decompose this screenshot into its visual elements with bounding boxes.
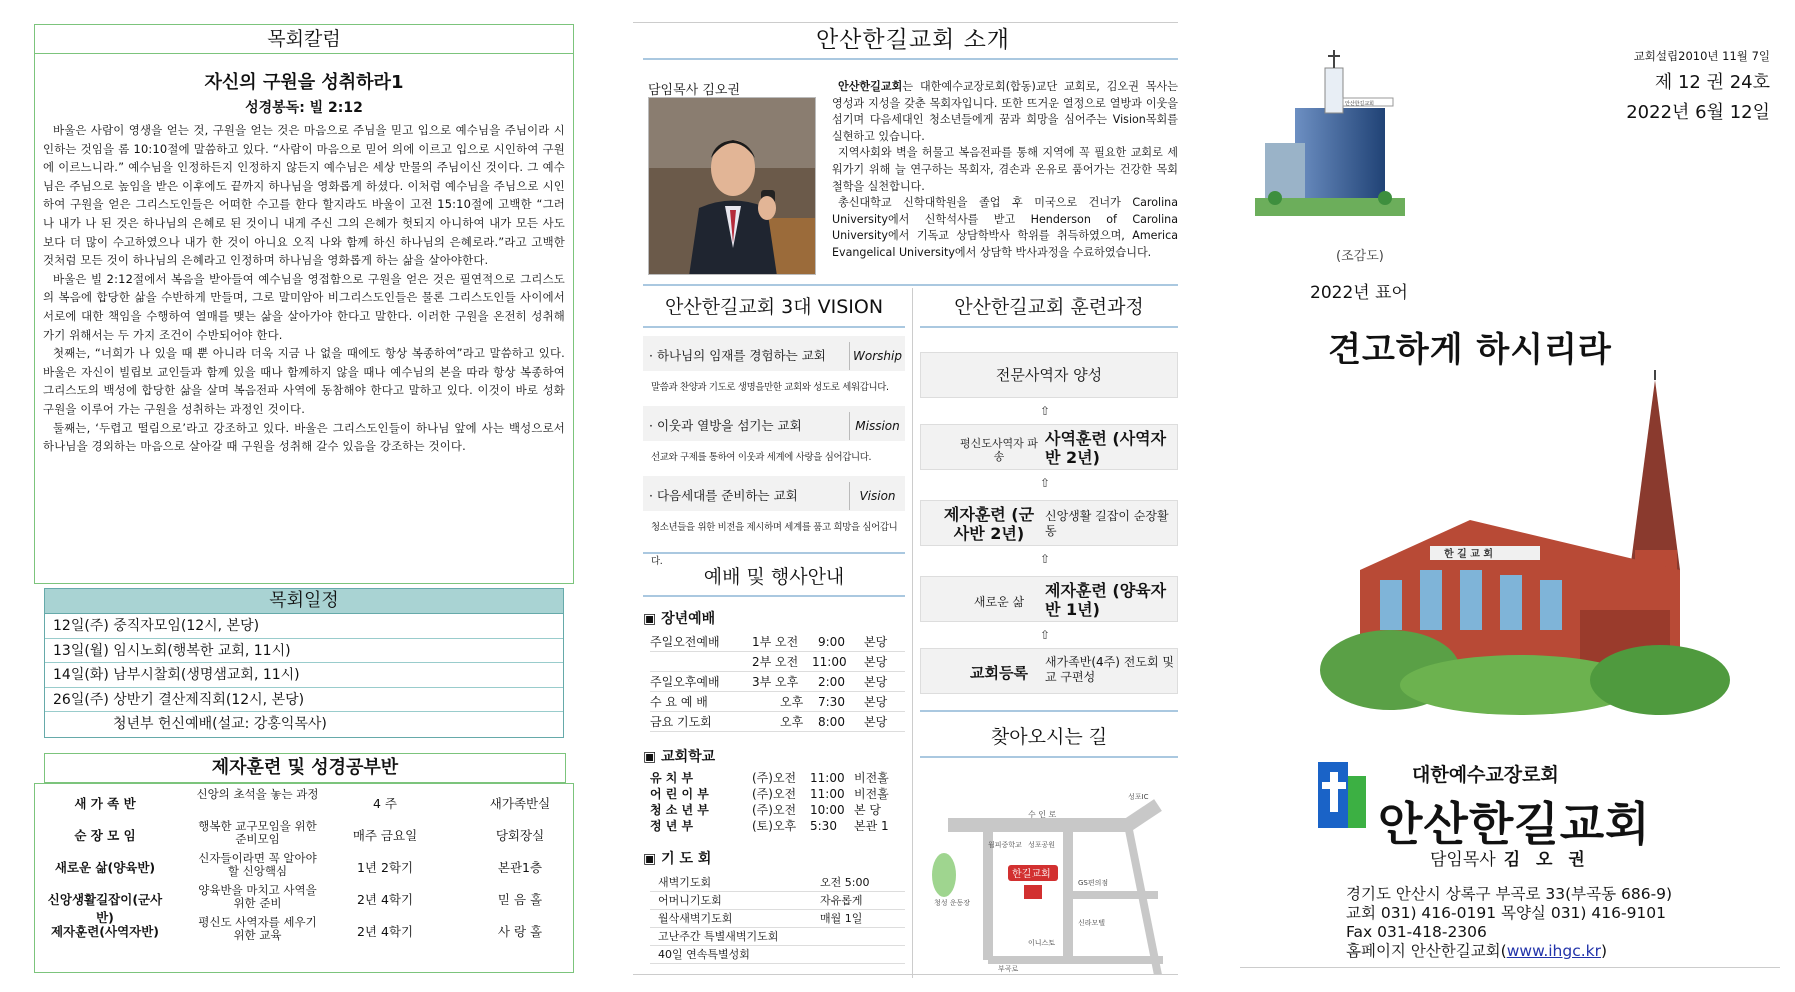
pastor-title: 담임목사 (1430, 850, 1496, 870)
arrow-up-icon: ⇧ (1040, 628, 1051, 642)
school-row: 청 소 년 부 (주)오전 10:00 본 당 (650, 803, 881, 817)
divider (643, 326, 905, 328)
vision-label: · 하나님의 임재를 경험하는 교회 (649, 348, 826, 363)
map-store-label: GS편의점 (1078, 879, 1109, 887)
worship-row: 금요 기도회 오후 8:00 본당 (650, 712, 905, 732)
scripture-reference: 성경봉독: 빌 2:12 (245, 100, 363, 116)
address: 경기도 안산시 상록구 부곡로 33(부곡동 686-9) (1346, 885, 1673, 903)
study-desc: 양육반을 마치고 사역을 위한 준비 (198, 883, 317, 910)
schedule-item: 14일(화) 남부시찰회(생명샘교회, 11시) (45, 663, 563, 688)
arrow-up-icon: ⇧ (1040, 404, 1051, 418)
schedule-item: 12일(주) 중직자모임(12시, 본당) (45, 614, 563, 639)
pastor-line (1430, 845, 1590, 870)
homepage-label: 홈페이지 안산한길교회( (1346, 942, 1507, 960)
study-term: 2년 4학기 (356, 924, 414, 939)
study-desc: 행복한 교구모임을 위한 준비모임 (198, 819, 317, 846)
arrow-up-icon: ⇧ (1040, 476, 1051, 490)
map-field-label: 청성 운동장 (934, 899, 971, 907)
denomination: 대한예수교장로회 (1412, 764, 1559, 786)
map-park-label: 성포공원 (1028, 841, 1056, 849)
worship-row: 주일오후예배 3부 오후 2:00 본당 (650, 672, 905, 692)
training-title: 안산한길교회 훈련과정 (954, 296, 1144, 318)
vision-item (643, 406, 905, 441)
vision-desc: 선교와 구제를 통하여 이웃과 세계에 사랑을 심어갑니다. (651, 452, 872, 463)
schedule-item: 13일(월) 임시노회(행복한 교회, 11시) (45, 639, 563, 664)
study-term: 매주 금요일 (352, 828, 418, 843)
intro-paragraph: 는 대한예수교장로회(합동)교단 교회로, 김오권 목사는 영성과 지성을 갖춘 목회자입니다. 또한 뜨거운 열정으로 열방과 이웃을 섬기며 다음세대인 청소년들에게 꿈과 희망을 심어주는 Vision목회를 실현하고 있습니다. (832, 80, 1178, 143)
sketch-label: (조감도) (1336, 249, 1384, 264)
study-name: 순 장 모 임 (74, 828, 136, 843)
column-title: 목회칼럼 (34, 24, 574, 54)
training-step (920, 424, 1178, 470)
arrow-up-icon: ⇧ (1040, 552, 1051, 566)
divider (920, 710, 1178, 712)
divider (633, 974, 1178, 975)
prayer-row: 월삭새벽기도회 매월 1일 (650, 910, 905, 928)
sermon-paragraph: 바울은 사람이 영생을 얻는 것, 구원을 얻는 것은 마음으로 주님을 믿고 입으로 예수님을 주님이라 시인하는 것임을 롬 10:10절에 말씀하고 있다. “사람이 마음으로 믿어 의에 이르고 입으로 시인하여 구원에 이르느니라.” 예수님을 인정하든지 인정하지 않든지 예수님은 세상 만물의 주님이신 것이다. 그 예수님은 주님으로 높임을 받은 이후에도 끝까지 하나님을 영화롭게 하셨다. 이처럼 예수님을 주님으로 시인하여 구원을 얻은 그리스도인들은 어떠한 수고를 한다 할지라도 바울이 고전 15:10절에 고백한 “그러나 내가 나 된 것은 하나님의 은혜로 된 것이니 내게 주신 그의 은혜가 헛되지 아니하여 내가 모든 사도보다 더 많이 수고하였으나 내가 한 것이 아니요 오직 나와 함께 하신 하나님의 은혜로라.”라고 고백한 것처럼 모든 것이 하나님의 은혜라고 인정하며 하나님을 영화롭게 하는 삶을 살아야한다. (43, 123, 565, 268)
study-row (35, 914, 575, 946)
established-date: 교회설립2010년 11월 7일 (1633, 49, 1770, 63)
homepage-link[interactable]: www.ihgc.kr (1506, 942, 1602, 960)
vision-title: 안산한길교회 3대 VISION (664, 296, 884, 318)
sermon-paragraph: 바울은 빌 2:12절에서 복음을 받아들여 예수님을 영접함으로 구원을 얻은 것은 필연적으로 그리스도의 복음에 합당한 삶을 수반하게 만들며, 그로 말미암아 비그리스도인들은 물론 그리스도인들 사이에서 서로에 대한 책임을 수행하여 열매를 맺는 삶을 살아가야 한다고 말한다. 이러한 구원을 온전히 성취해 가기 위해서는 두 가지 조건이 수반되어야 한다. (43, 271, 565, 342)
vision-label: · 이웃과 열방을 섬기는 교회 (649, 418, 802, 433)
column-divider (912, 288, 913, 978)
schedule-title: 목회일정 (44, 588, 564, 614)
divider (1240, 967, 1780, 968)
divider (643, 58, 1178, 60)
vision-desc: 청소년들을 위한 비전을 제시하며 세계를 품고 희망을 심어갑니다. (651, 522, 898, 567)
study-term: 1년 2학기 (356, 860, 414, 875)
training-step-left: 평신도사역자 파송 (960, 437, 1038, 463)
training-step (920, 576, 1178, 622)
building-rendering (1255, 48, 1405, 216)
issue-date: 2022년 6월 12일 (1626, 102, 1770, 123)
study-row (35, 882, 575, 925)
issue-info (1560, 48, 1770, 124)
study-name: 신앙생활길잡이(군사반) (47, 892, 163, 925)
worship-title: 예배 및 행사안내 (703, 566, 845, 588)
study-row (35, 850, 575, 882)
study-place: 믿 음 홀 (497, 892, 543, 907)
training-step-right: 새가족반(4주) 전도회 및 교 구편성 (1045, 655, 1174, 684)
study-name: 새 가 족 반 (74, 796, 136, 811)
sermon-box (34, 54, 574, 584)
study-term: 2년 4학기 (356, 892, 414, 907)
study-desc: 신앙의 초석을 놓는 과정 (196, 787, 319, 801)
worship-row: 주일오전예배 1부 오전 9:00 본당 (650, 632, 905, 652)
study-place: 사 랑 홀 (497, 924, 543, 939)
intro-paragraph: 총신대학교 신학대학원을 졸업 후 미국으로 건너가 Carolina University에서 신학석사를 받고 Henderson of Carolina University에서 기독교 상담학박사 학위를 취득하였으며, America Evangelical University에서 상담학 박사과정을 수료하였습니다. (832, 196, 1178, 259)
prayer-title: ▣ 기 도 회 (643, 851, 712, 867)
study-name: 새로운 삶(양육반) (54, 860, 156, 875)
prayer-row: 어머니기도회 자유롭게 (650, 892, 905, 910)
building-sign: 안산한길교회 (1345, 101, 1374, 107)
year-motto-label: 2022년 표어 (1310, 283, 1408, 303)
training-step-right: 사역훈련 (사역자반 2년) (1045, 429, 1167, 467)
map-church-label: 한길교회 (1012, 869, 1051, 880)
study-place: 본관1층 (497, 860, 543, 875)
homepage-close: ) (1601, 942, 1608, 960)
study-term: 4 주 (372, 796, 397, 811)
sunday-worship-title: ▣ 장년예배 (643, 611, 716, 627)
worship-row: 수 요 예 배 오후 7:30 본당 (650, 692, 905, 712)
map-school-label: 월피중학교 (988, 841, 1022, 849)
prayer-row: 40일 연속특별성회 (650, 946, 905, 964)
training-step-left: 새로운 삶 (973, 595, 1025, 609)
vision-label: · 다음세대를 준비하는 교회 (649, 488, 798, 503)
pastor-name: 김 오 권 (1503, 850, 1590, 870)
map-road-label: 수 인 로 (1028, 810, 1057, 819)
prayer-row: 고난주간 특별새벽기도회 (650, 928, 905, 946)
sermon-body (35, 117, 573, 456)
study-name: 제자훈련(사역자반) (50, 924, 160, 939)
training-step-right: 신앙생활 길잡이 순장활동 (1045, 509, 1169, 538)
study-row (35, 818, 575, 850)
vision-tag: Worship (849, 342, 905, 370)
vision-item (643, 336, 905, 371)
training-step (920, 648, 1178, 694)
pastor-photo (648, 97, 816, 275)
phone: 교회 031) 416-0191 목양실 031) 416-9101 (1346, 904, 1667, 922)
year-motto: 견고하게 하시리라 (1328, 330, 1612, 370)
intro-title: 안산한길교회 소개 (815, 27, 1011, 53)
church-intro-text (832, 79, 1178, 262)
church-sign: 한 길 교 회 (1444, 549, 1494, 560)
study-desc: 신자들이라면 꼭 알아야 할 신앙핵심 (198, 851, 317, 878)
training-top (920, 352, 1178, 398)
divider (643, 284, 1178, 286)
training-step-right: 제자훈련 (양육자반 1년) (1045, 581, 1167, 619)
pastor-column-panel (0, 0, 630, 992)
map-motel-label: 신라모텔 (1078, 919, 1106, 927)
training-top-label: 전문사역자 양성 (995, 366, 1103, 384)
divider (920, 326, 1178, 328)
pastor-caption: 담임목사 김오권 (648, 83, 741, 98)
map-bottom-road-label: 부곡로 (998, 965, 1019, 973)
divider (643, 552, 905, 554)
vision-desc: 말씀과 찬양과 기도로 생명을만한 교회와 성도로 세워갑니다. (651, 382, 889, 393)
schedule-item: 26일(주) 상반기 결산제직회(12시, 본당) (45, 688, 563, 713)
volume-number: 제 12 권 24호 (1654, 72, 1770, 93)
prayer-row: 새벽기도회 오전 5:00 (650, 874, 905, 892)
divider (920, 756, 1178, 758)
study-title: 제자훈련 및 성경공부반 (44, 753, 566, 783)
vision-tag: Mission (849, 412, 905, 440)
church-name: 안산한길교회 (1378, 797, 1651, 851)
intro-lead: 안산한길교회 (838, 80, 903, 93)
homepage (1346, 942, 1672, 961)
training-step-left: 교회등록 (970, 664, 1028, 682)
schedule-list (44, 614, 564, 738)
map-title: 찾아오시는 길 (990, 726, 1108, 748)
contact-info (1346, 885, 1672, 961)
church-logo-icon (1318, 762, 1366, 828)
school-row: 어 린 이 부 (주)오전 11:00 비전홀 (650, 787, 889, 801)
vision-item (643, 476, 905, 511)
school-row: 유 치 부 (주)오전 11:00 비전홀 (650, 771, 889, 785)
vision-tag: Vision (849, 482, 905, 510)
schedule-item: 청년부 헌신예배(설교: 강홍익목사) (113, 716, 327, 732)
sermon-title: 자신의 구원을 성취하라1 (204, 72, 404, 93)
study-row (35, 786, 575, 818)
study-table (34, 783, 574, 973)
worship-row: 2부 오전 11:00 본당 (650, 652, 905, 672)
study-place: 당회장실 (495, 828, 545, 843)
study-place: 새가족반실 (489, 796, 551, 811)
intro-paragraph: 지역사회와 벽을 허물고 복음전파를 통해 지역에 꼭 필요한 교회로 세워가기 위해 늘 연구하는 목회자, 겸손과 온유로 품어가는 건강한 목회철학을 실천합니다. (832, 146, 1178, 193)
training-step (920, 500, 1178, 546)
sermon-paragraph: 둘째는, ‘두렵고 떨림으로’라고 강조하고 있다. 바울은 그리스도인들이 하나님 앞에 사는 백성으로서 하나님을 경외하는 마음으로 살아갈 때 구원을 성취해 갈수 있음을 강조하는 것이다. (43, 420, 565, 454)
divider (643, 595, 905, 597)
map-mart-label: 이니스토 (1028, 939, 1056, 947)
sermon-paragraph: 첫째는, “너희가 나 있을 때 뿐 아니라 더욱 지금 나 없을 때에도 항상 복종하여”라고 말씀하고 있다. 바울은 자신이 빌립보 교인들과 함께 있을 때나 함께하지 않을 때나 예수님의 본을 따라 항상 복종하여 그리스도의 백성에 합당한 삶을 살며 복음전파 사역에 동참해야 한다고 말하고 있다. 이것이 바로 성화 구원을 이루어 가는 구원을 성취하는 과정인 것이다. (43, 346, 565, 416)
school-row: 정 년 부 (토)오후 5:30 본관 1 (650, 819, 889, 833)
study-desc: 평신도 사역자를 세우기 위한 교육 (198, 915, 317, 942)
fax: Fax 031-418-2306 (1346, 923, 1487, 941)
church-photo (1320, 370, 1730, 715)
church-school-title: ▣ 교회학교 (643, 749, 716, 765)
location-map (928, 785, 1176, 975)
map-ic-label: 성포IC (1128, 793, 1149, 801)
training-step-left: 제자훈련 (군사반 2년) (943, 505, 1035, 543)
